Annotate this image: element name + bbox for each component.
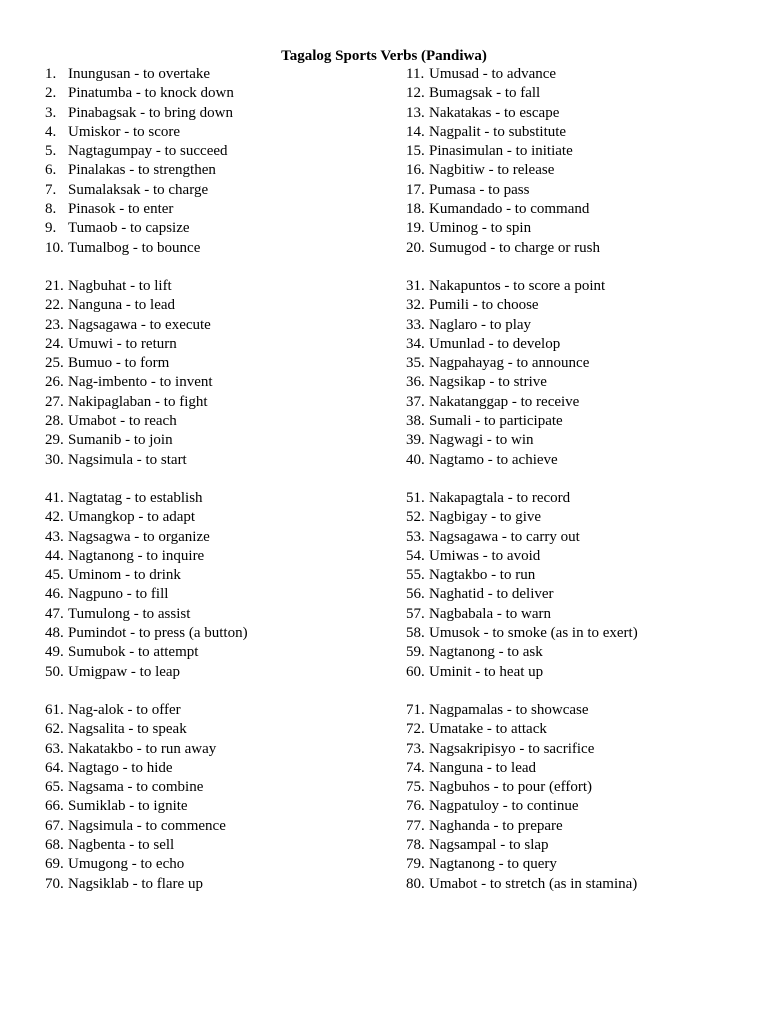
list-item <box>406 200 766 219</box>
list-item <box>45 875 405 894</box>
item-text: Pinasimulan - to initiate <box>429 143 573 160</box>
item-text: Nagtatag - to establish <box>68 489 203 506</box>
list-item <box>45 354 405 373</box>
verb-group <box>45 701 405 894</box>
item-number: 48. <box>45 625 64 642</box>
item-number: 34. <box>406 335 425 352</box>
item-number: 71. <box>406 701 425 718</box>
list-item <box>45 412 405 431</box>
list-item <box>406 296 766 315</box>
item-text: Nagtagumpay - to succeed <box>68 143 228 160</box>
list-item <box>406 181 766 200</box>
list-item <box>45 508 405 527</box>
item-text: Uminit - to heat up <box>429 663 544 680</box>
item-number: 11. <box>406 66 425 82</box>
right-column <box>406 65 766 913</box>
item-number: 58. <box>406 625 425 642</box>
list-item <box>406 740 766 759</box>
list-item <box>45 431 405 450</box>
item-text: Nagbabala - to warn <box>429 605 552 622</box>
item-number: 64. <box>45 759 64 776</box>
item-text: Umugong - to echo <box>68 856 185 873</box>
item-number: 22. <box>45 297 64 314</box>
item-number: 55. <box>406 567 425 584</box>
item-number: 14. <box>406 123 425 140</box>
list-item <box>406 84 766 103</box>
item-text: Pinatumba - to knock down <box>68 85 234 102</box>
list-item <box>406 316 766 335</box>
item-text: Sumanib - to join <box>68 432 173 449</box>
item-number: 9. <box>45 220 57 237</box>
verb-group <box>406 65 766 258</box>
verb-group <box>406 489 766 682</box>
item-number: 59. <box>406 644 425 661</box>
item-text: Nagsikap - to strive <box>429 374 547 391</box>
item-text: Nanguna - to lead <box>429 759 537 776</box>
list-item <box>406 335 766 354</box>
item-number: 4. <box>45 123 57 140</box>
item-number: 39. <box>406 432 425 449</box>
item-number: 36. <box>406 374 425 391</box>
item-text: Sumubok - to attempt <box>68 644 199 661</box>
item-number: 30. <box>45 451 64 468</box>
item-text: Sumalaksak - to charge <box>68 181 209 198</box>
item-text: Pumasa - to pass <box>429 181 530 198</box>
list-item <box>45 335 405 354</box>
item-number: 75. <box>406 779 425 796</box>
list-item <box>45 296 405 315</box>
item-text: Nagtanong - to ask <box>429 644 543 661</box>
item-text: Tumalbog - to bounce <box>68 239 201 256</box>
item-number: 23. <box>45 316 64 333</box>
list-item <box>406 701 766 720</box>
list-item <box>406 104 766 123</box>
left-column <box>45 65 405 913</box>
item-number: 80. <box>406 875 425 892</box>
item-number: 29. <box>45 432 64 449</box>
item-text: Nagbitiw - to release <box>429 162 555 179</box>
item-number: 15. <box>406 143 425 160</box>
list-item <box>45 566 405 585</box>
list-item <box>45 759 405 778</box>
list-item <box>45 239 405 258</box>
item-text: Uminog - to spin <box>429 220 532 237</box>
list-item <box>406 219 766 238</box>
item-text: Nagbenta - to sell <box>68 836 175 853</box>
item-text: Umiskor - to score <box>68 123 181 140</box>
verb-group <box>406 277 766 470</box>
item-number: 12. <box>406 85 425 102</box>
item-text: Nagtanong - to query <box>429 856 557 873</box>
item-text: Tumaob - to capsize <box>68 220 190 237</box>
item-text: Nagsampal - to slap <box>429 836 549 853</box>
list-item <box>45 277 405 296</box>
item-number: 40. <box>406 451 425 468</box>
item-text: Umatake - to attack <box>429 721 547 738</box>
list-item <box>45 219 405 238</box>
item-text: Nakapuntos - to score a point <box>429 277 606 294</box>
item-text: Nagwagi - to win <box>429 432 534 449</box>
item-text: Sumugod - to charge or rush <box>429 239 600 256</box>
list-item <box>45 200 405 219</box>
list-item <box>406 720 766 739</box>
item-number: 2. <box>45 85 57 102</box>
item-text: Pumindot - to press (a button) <box>68 625 248 642</box>
item-text: Pinalakas - to strengthen <box>68 162 216 179</box>
item-text: Nagtamo - to achieve <box>429 451 558 468</box>
item-text: Nagsama - to combine <box>68 779 204 796</box>
item-text: Sumiklab - to ignite <box>68 798 188 815</box>
item-text: Sumali - to participate <box>429 413 563 430</box>
item-text: Uminom - to drink <box>68 567 181 584</box>
list-item <box>406 239 766 258</box>
item-text: Nagbigay - to give <box>429 509 542 526</box>
item-text: Nagpamalas - to showcase <box>429 701 589 718</box>
item-number: 61. <box>45 701 64 718</box>
list-item <box>45 605 405 624</box>
list-item <box>45 778 405 797</box>
list-item <box>406 431 766 450</box>
item-number: 20. <box>406 239 425 256</box>
item-number: 69. <box>45 856 64 873</box>
list-item <box>45 451 405 470</box>
list-item <box>45 65 405 84</box>
item-number: 37. <box>406 393 425 410</box>
item-number: 6. <box>45 162 57 179</box>
list-item <box>406 566 766 585</box>
list-item <box>45 643 405 662</box>
list-item <box>45 181 405 200</box>
item-text: Umigpaw - to leap <box>68 663 181 680</box>
list-item <box>406 508 766 527</box>
list-item <box>45 84 405 103</box>
list-item <box>406 489 766 508</box>
item-number: 5. <box>45 143 57 160</box>
list-item <box>45 528 405 547</box>
item-text: Nakatakas - to escape <box>429 104 560 121</box>
item-text: Nag-alok - to offer <box>68 701 181 718</box>
verb-group <box>45 489 405 682</box>
item-number: 21. <box>45 277 64 294</box>
list-item <box>45 836 405 855</box>
item-number: 16. <box>406 162 425 179</box>
item-number: 63. <box>45 740 64 757</box>
item-text: Nagtanong - to inquire <box>68 547 205 564</box>
list-item <box>406 354 766 373</box>
list-item <box>406 528 766 547</box>
item-text: Nagsakripisyo - to sacrifice <box>429 740 595 757</box>
item-text: Umangkop - to adapt <box>68 509 196 526</box>
list-item <box>406 605 766 624</box>
list-item <box>406 875 766 894</box>
item-text: Nagsiklab - to flare up <box>68 875 203 892</box>
list-item <box>406 817 766 836</box>
item-number: 17. <box>406 181 425 198</box>
list-item <box>45 393 405 412</box>
item-text: Nag-imbento - to invent <box>68 374 213 391</box>
item-text: Naghanda - to prepare <box>429 817 563 834</box>
item-number: 1. <box>45 66 57 82</box>
list-item <box>406 373 766 392</box>
item-text: Pumili - to choose <box>429 297 539 314</box>
list-item <box>45 547 405 566</box>
item-text: Nagsagawa - to carry out <box>429 528 580 545</box>
list-item <box>406 277 766 296</box>
item-number: 45. <box>45 567 64 584</box>
list-item <box>406 65 766 84</box>
item-number: 62. <box>45 721 64 738</box>
item-text: Umusad - to advance <box>429 66 557 82</box>
item-number: 50. <box>45 663 64 680</box>
item-text: Naghatid - to deliver <box>429 586 554 603</box>
item-text: Nakipaglaban - to fight <box>68 393 208 410</box>
list-item <box>406 624 766 643</box>
item-number: 77. <box>406 817 425 834</box>
item-text: Nagpahayag - to announce <box>429 355 590 372</box>
page-title: Tagalog Sports Verbs (Pandiwa) <box>281 48 487 64</box>
item-number: 57. <box>406 605 425 622</box>
list-item <box>406 797 766 816</box>
verb-group <box>45 65 405 258</box>
item-text: Pinasok - to enter <box>68 201 174 218</box>
item-number: 10. <box>45 239 64 256</box>
item-number: 28. <box>45 413 64 430</box>
item-number: 41. <box>45 489 64 506</box>
item-number: 43. <box>45 528 64 545</box>
list-item <box>45 161 405 180</box>
list-item <box>45 142 405 161</box>
item-number: 31. <box>406 277 425 294</box>
item-text: Nagpalit - to substitute <box>429 123 567 140</box>
list-item <box>406 161 766 180</box>
list-item <box>406 643 766 662</box>
list-item <box>45 720 405 739</box>
list-item <box>406 585 766 604</box>
item-number: 74. <box>406 759 425 776</box>
list-item <box>406 123 766 142</box>
item-text: Naglaro - to play <box>429 316 532 333</box>
item-number: 60. <box>406 663 425 680</box>
item-number: 67. <box>45 817 64 834</box>
item-text: Bumuo - to form <box>68 355 170 372</box>
item-text: Nagpatuloy - to continue <box>429 798 579 815</box>
list-item <box>45 624 405 643</box>
item-number: 26. <box>45 374 64 391</box>
verb-group <box>406 701 766 894</box>
list-item <box>45 817 405 836</box>
item-number: 38. <box>406 413 425 430</box>
list-item <box>45 316 405 335</box>
item-text: Nakapagtala - to record <box>429 489 571 506</box>
item-number: 44. <box>45 547 64 564</box>
item-number: 32. <box>406 297 425 314</box>
item-number: 25. <box>45 355 64 372</box>
item-number: 76. <box>406 798 425 815</box>
item-number: 24. <box>45 335 64 352</box>
item-number: 54. <box>406 547 425 564</box>
item-number: 46. <box>45 586 64 603</box>
item-number: 49. <box>45 644 64 661</box>
item-number: 42. <box>45 509 64 526</box>
item-number: 7. <box>45 181 57 198</box>
item-text: Pinabagsak - to bring down <box>68 104 233 121</box>
list-item <box>45 797 405 816</box>
item-text: Inungusan - to overtake <box>68 66 211 82</box>
item-text: Nagbuhos - to pour (effort) <box>429 779 593 796</box>
list-item <box>406 836 766 855</box>
item-text: Nagsagawa - to execute <box>68 316 211 333</box>
list-item <box>45 740 405 759</box>
item-number: 33. <box>406 316 425 333</box>
list-item <box>45 123 405 142</box>
list-item <box>406 855 766 874</box>
item-number: 65. <box>45 779 64 796</box>
item-text: Nagsimula - to start <box>68 451 187 468</box>
item-text: Nagsagwa - to organize <box>68 528 210 545</box>
item-text: Nagsimula - to commence <box>68 817 226 834</box>
item-text: Nakatakbo - to run away <box>68 740 217 757</box>
item-text: Umunlad - to develop <box>429 335 561 352</box>
item-text: Nagbuhat - to lift <box>68 277 172 294</box>
item-number: 56. <box>406 586 425 603</box>
list-item <box>406 393 766 412</box>
item-number: 66. <box>45 798 64 815</box>
item-text: Tumulong - to assist <box>68 605 191 622</box>
item-text: Umabot - to reach <box>68 413 177 430</box>
list-item <box>406 412 766 431</box>
list-item <box>406 547 766 566</box>
item-text: Bumagsak - to fall <box>429 85 541 102</box>
item-number: 19. <box>406 220 425 237</box>
list-item <box>406 451 766 470</box>
list-item <box>45 585 405 604</box>
item-text: Nanguna - to lead <box>68 297 176 314</box>
item-text: Umuwi - to return <box>68 335 177 352</box>
list-item <box>45 855 405 874</box>
item-number: 78. <box>406 836 425 853</box>
item-number: 8. <box>45 201 57 218</box>
verb-group <box>45 277 405 470</box>
item-number: 51. <box>406 489 425 506</box>
item-text: Nakatanggap - to receive <box>429 393 580 410</box>
list-item <box>406 778 766 797</box>
list-item <box>45 373 405 392</box>
item-number: 70. <box>45 875 64 892</box>
item-text: Nagsalita - to speak <box>68 721 187 738</box>
item-text: Umusok - to smoke (as in to exert) <box>429 625 638 642</box>
item-number: 52. <box>406 509 425 526</box>
item-number: 3. <box>45 104 57 121</box>
item-number: 35. <box>406 355 425 372</box>
item-text: Umabot - to stretch (as in stamina) <box>429 875 638 892</box>
list-item <box>45 663 405 682</box>
list-item <box>45 701 405 720</box>
list-item <box>45 489 405 508</box>
item-text: Nagpuno - to fill <box>68 586 169 603</box>
item-number: 72. <box>406 721 425 738</box>
item-text: Kumandado - to command <box>429 201 590 218</box>
list-item <box>406 142 766 161</box>
item-number: 79. <box>406 856 425 873</box>
item-text: Nagtago - to hide <box>68 759 173 776</box>
list-item <box>45 104 405 123</box>
item-number: 73. <box>406 740 425 757</box>
list-item <box>406 663 766 682</box>
item-number: 18. <box>406 201 425 218</box>
item-number: 53. <box>406 528 425 545</box>
item-number: 27. <box>45 393 64 410</box>
item-number: 13. <box>406 104 425 121</box>
item-text: Umiwas - to avoid <box>429 547 541 564</box>
item-number: 47. <box>45 605 64 622</box>
item-number: 68. <box>45 836 64 853</box>
list-item <box>406 759 766 778</box>
item-text: Nagtakbo - to run <box>429 567 536 584</box>
